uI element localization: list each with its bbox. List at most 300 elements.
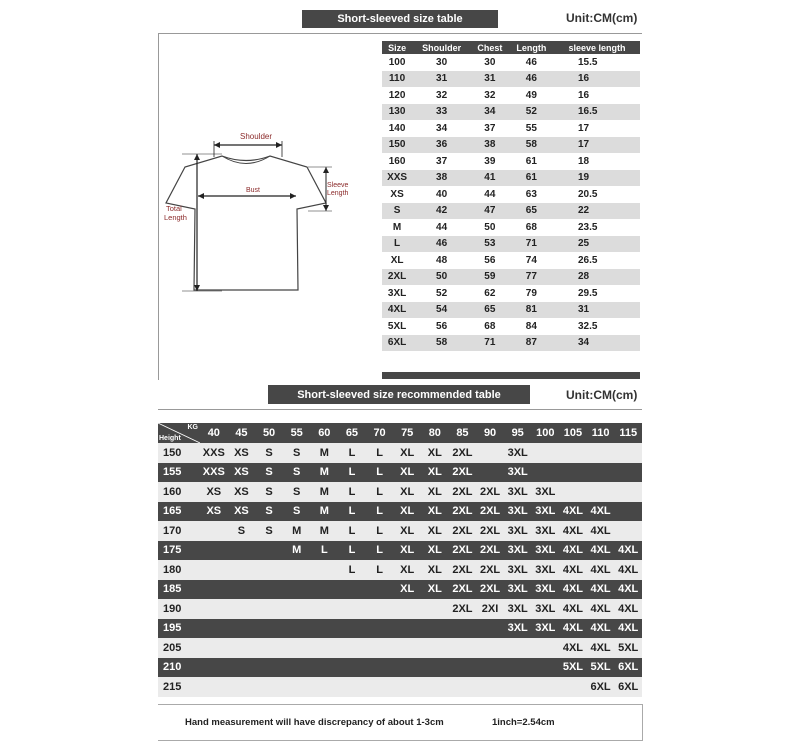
size-cell: 41 [471,170,509,187]
size-cell: 23.5 [554,219,640,236]
size-cell: 25 [554,236,640,253]
recommended-size-cell [587,463,615,483]
recommended-size-cell: XL [393,502,421,522]
recommended-size-cell: L [338,482,366,502]
size-cell: 39 [471,153,509,170]
recommended-size-cell: L [338,443,366,463]
recommended-size-cell [532,658,560,678]
shoulder-label: Shoulder [240,132,273,141]
recommended-size-cell: 2XL [449,463,477,483]
recommended-size-cell: 2XL [476,521,504,541]
recommended-size-cell: XL [421,443,449,463]
recommended-size-cell [393,677,421,697]
size-row [382,170,640,187]
recommended-size-cell: 2XL [476,560,504,580]
size-row [382,318,640,335]
recommended-size-cell [200,599,228,619]
kg-label: KG [187,424,198,431]
recommended-size-cell: 4XL [587,502,615,522]
recommended-size-cell [255,677,283,697]
height-cell: 185 [158,580,200,600]
size-cell: 65 [471,302,509,319]
height-cell: 170 [158,521,200,541]
size-cell: 62 [471,285,509,302]
recommended-size-cell [393,599,421,619]
size-table-unit: Unit:CM(cm) [566,11,638,25]
size-row [382,137,640,154]
height-cell: 160 [158,482,200,502]
recommended-row [158,502,642,522]
height-cell: 205 [158,638,200,658]
size-cell: 32 [471,87,509,104]
recommended-size-cell [311,677,339,697]
recommended-size-cell: S [283,502,311,522]
recommended-size-cell [255,638,283,658]
recommended-size-cell: L [366,560,394,580]
recommended-row [158,560,642,580]
recommended-size-cell: M [311,482,339,502]
recommended-row [158,658,642,678]
size-col-header: Shoulder [412,41,471,54]
recommended-size-cell [476,638,504,658]
recommended-size-cell: 4XL [614,560,642,580]
size-row [382,285,640,302]
size-cell: 50 [412,269,471,286]
recommended-size-cell [532,463,560,483]
size-cell: 49 [509,87,554,104]
recommended-row [158,619,642,639]
size-col-header: Chest [471,41,509,54]
recommended-size-cell: L [311,541,339,561]
size-cell: 68 [471,318,509,335]
recommended-size-cell [200,619,228,639]
recommended-size-cell [200,560,228,580]
recommended-size-cell: XS [228,443,256,463]
size-cell: XXS [382,170,412,187]
size-col-header: Size [382,41,412,54]
recommended-size-cell: 4XL [559,502,587,522]
recommended-size-cell: 2XL [476,541,504,561]
recommended-size-cell [228,541,256,561]
height-cell: 165 [158,502,200,522]
size-col-header: Length [509,41,554,54]
size-cell: 160 [382,153,412,170]
recommended-size-cell: 3XL [532,580,560,600]
size-cell: 63 [509,186,554,203]
recommended-size-cell: 3XL [504,463,532,483]
recommended-size-cell: 3XL [504,580,532,600]
size-cell: 16 [554,87,640,104]
total-length-line1: Total [166,204,182,213]
recommended-size-cell: S [255,521,283,541]
recommended-size-cell [449,658,477,678]
recommended-size-cell [255,580,283,600]
size-cell: 19 [554,170,640,187]
recommended-size-cell [228,560,256,580]
size-cell: 31 [412,71,471,88]
recommended-size-cell [421,677,449,697]
recommended-size-cell: 5XL [587,658,615,678]
recommended-size-cell: 4XL [614,580,642,600]
recommended-size-cell [338,658,366,678]
recommended-row [158,541,642,561]
recommended-size-cell: 2XL [449,482,477,502]
recommended-size-cell [228,580,256,600]
size-row [382,335,640,352]
recommended-row [158,638,642,658]
recommended-size-cell: XL [393,580,421,600]
recommended-size-cell: XL [421,541,449,561]
size-cell: 48 [412,252,471,269]
recommended-size-cell: 4XL [587,580,615,600]
size-cell: 29.5 [554,285,640,302]
weight-header: 75 [393,423,421,443]
recommended-table-body [158,443,642,697]
recommended-size-cell: 3XL [504,619,532,639]
recommended-size-cell [532,443,560,463]
recommended-size-cell: 4XL [559,638,587,658]
weight-header: 115 [614,423,642,443]
recommended-size-cell [311,580,339,600]
recommended-size-cell [421,658,449,678]
recommended-size-cell [228,599,256,619]
header-corner [158,423,200,443]
recommended-size-cell: S [255,463,283,483]
recommended-size-cell: S [283,443,311,463]
recommended-size-cell: 6XL [587,677,615,697]
size-table-footer-bar [382,372,640,379]
recommended-size-cell: XXS [200,443,228,463]
size-cell: 74 [509,252,554,269]
size-cell: 3XL [382,285,412,302]
recommended-size-cell: 4XL [587,521,615,541]
size-cell: 17 [554,120,640,137]
recommended-size-cell: XL [393,482,421,502]
size-cell: 32.5 [554,318,640,335]
weight-header: 45 [228,423,256,443]
recommended-size-cell [504,658,532,678]
weight-header: 80 [421,423,449,443]
recommended-size-cell: M [311,463,339,483]
recommended-size-cell: 2XL [476,580,504,600]
recommended-size-cell [283,580,311,600]
size-cell: 38 [471,137,509,154]
size-cell: 56 [412,318,471,335]
size-cell: 31 [471,71,509,88]
recommended-size-cell: L [366,443,394,463]
size-row [382,219,640,236]
recommended-size-cell: 6XL [614,658,642,678]
recommended-size-cell [366,580,394,600]
recommended-size-cell: M [283,541,311,561]
recommended-size-cell: 4XL [587,541,615,561]
recommended-size-cell [614,521,642,541]
recommended-size-cell: L [366,482,394,502]
weight-header: 55 [283,423,311,443]
recommended-size-cell [338,638,366,658]
recommended-size-cell: XS [228,502,256,522]
recommended-size-cell [559,443,587,463]
recommended-size-cell [200,521,228,541]
weight-header: 100 [532,423,560,443]
recommended-size-cell: XL [393,443,421,463]
weight-header: 40 [200,423,228,443]
recommended-size-cell: 4XL [587,560,615,580]
recommended-size-cell [200,638,228,658]
sleeve-label-line1: Sleeve [327,182,349,189]
recommended-row [158,677,642,697]
recommended-size-cell [614,463,642,483]
recommended-size-cell: XL [421,482,449,502]
recommended-size-cell [283,599,311,619]
size-cell: M [382,219,412,236]
size-cell: 46 [509,54,554,71]
weight-header: 105 [559,423,587,443]
recommended-size-cell [614,502,642,522]
recommended-size-cell [449,619,477,639]
size-row [382,203,640,220]
recommended-size-cell: XL [421,502,449,522]
recommended-size-cell [614,482,642,502]
size-cell: 50 [471,219,509,236]
size-cell: 42 [412,203,471,220]
recommended-size-cell [338,677,366,697]
size-cell: 59 [471,269,509,286]
recommended-table-header [158,423,642,443]
recommended-size-cell [311,599,339,619]
recommended-size-cell [338,580,366,600]
height-cell: 150 [158,443,200,463]
recommended-size-cell: 4XL [559,619,587,639]
height-cell: 155 [158,463,200,483]
total-length-line2: Length [164,213,187,222]
size-cell: 38 [412,170,471,187]
recommended-size-cell [311,658,339,678]
weight-header: 85 [449,423,477,443]
recommended-size-cell [366,638,394,658]
recommended-size-cell [504,638,532,658]
recommended-size-cell: 5XL [614,638,642,658]
recommended-size-cell: L [366,463,394,483]
size-cell: 5XL [382,318,412,335]
recommended-size-cell [614,443,642,463]
recommended-size-cell: 3XL [504,560,532,580]
size-cell: 30 [471,54,509,71]
recommended-size-cell [476,443,504,463]
size-cell: 44 [471,186,509,203]
recommended-size-cell: 4XL [559,580,587,600]
bust-label: Bust [246,187,261,194]
recommended-size-cell [587,482,615,502]
recommended-size-cell: 3XL [504,443,532,463]
size-row [382,252,640,269]
recommended-size-cell [200,541,228,561]
recommended-size-cell: 3XL [532,541,560,561]
recommended-size-cell [504,677,532,697]
top-divider [158,33,642,34]
size-cell: 34 [554,335,640,352]
weight-header: 50 [255,423,283,443]
recommended-divider [158,409,642,410]
recommended-size-cell: XL [421,463,449,483]
recommended-size-cell: L [338,521,366,541]
size-cell: 31 [554,302,640,319]
recommended-size-cell: XS [200,502,228,522]
size-cell: 71 [509,236,554,253]
size-cell: 28 [554,269,640,286]
recommended-size-cell: 3XL [532,560,560,580]
size-cell: 84 [509,318,554,335]
size-cell: 55 [509,120,554,137]
recommended-size-cell: L [366,521,394,541]
size-cell: 54 [412,302,471,319]
size-cell: 46 [412,236,471,253]
size-cell: 61 [509,170,554,187]
size-cell: 58 [412,335,471,352]
recommended-size-cell: S [283,482,311,502]
weight-header: 60 [311,423,339,443]
recommended-size-cell: 4XL [587,599,615,619]
recommended-size-cell [366,599,394,619]
size-cell: 65 [509,203,554,220]
size-cell: 52 [509,104,554,121]
size-cell: 53 [471,236,509,253]
recommended-table-unit: Unit:CM(cm) [566,388,638,402]
recommended-size-cell: XL [393,463,421,483]
size-cell: 81 [509,302,554,319]
recommended-size-cell: 3XL [532,482,560,502]
recommended-size-cell [559,482,587,502]
recommended-row [158,482,642,502]
size-cell: 36 [412,137,471,154]
recommended-size-cell: M [311,502,339,522]
recommended-size-cell: 2XL [449,443,477,463]
size-table-header [382,41,640,54]
size-cell: 87 [509,335,554,352]
size-cell: 100 [382,54,412,71]
size-table-body [382,54,640,351]
recommended-size-cell [366,658,394,678]
recommended-table [158,423,642,697]
recommended-size-cell [283,619,311,639]
conversion-note: 1inch=2.54cm [492,717,555,728]
recommended-size-cell [559,677,587,697]
recommended-size-cell [255,560,283,580]
recommended-size-cell: XL [393,521,421,541]
height-label: Height [159,435,181,442]
size-cell: XL [382,252,412,269]
recommended-size-cell: XS [228,482,256,502]
recommended-size-cell [476,658,504,678]
size-cell: 2XL [382,269,412,286]
sleeve-label-line2: Length [327,190,349,197]
recommended-size-cell [338,599,366,619]
recommended-size-cell [559,463,587,483]
recommended-size-cell [393,658,421,678]
size-cell: 20.5 [554,186,640,203]
recommended-size-cell [228,658,256,678]
size-cell: 110 [382,71,412,88]
size-cell: 34 [412,120,471,137]
recommended-size-cell: 4XL [559,560,587,580]
recommended-size-cell [421,638,449,658]
size-cell: 61 [509,153,554,170]
size-table-title: Short-sleeved size table [302,10,498,28]
recommended-size-cell [255,541,283,561]
recommended-size-cell: XS [200,482,228,502]
recommended-size-cell [421,599,449,619]
size-row [382,104,640,121]
recommended-size-cell: L [338,560,366,580]
size-row [382,302,640,319]
height-cell: 210 [158,658,200,678]
recommended-size-cell: 3XL [504,502,532,522]
recommended-size-cell [393,638,421,658]
recommended-size-cell: S [255,443,283,463]
size-cell: 30 [412,54,471,71]
recommended-size-cell: 2XL [449,521,477,541]
weight-header: 90 [476,423,504,443]
recommended-size-cell: 3XL [504,482,532,502]
recommended-size-cell: L [366,502,394,522]
recommended-size-cell: M [283,521,311,541]
recommended-size-cell [283,677,311,697]
recommended-size-cell: 2XL [449,541,477,561]
size-cell: 47 [471,203,509,220]
recommended-size-cell: L [338,502,366,522]
size-row [382,153,640,170]
size-row [382,54,640,71]
recommended-size-cell [366,619,394,639]
size-cell: 77 [509,269,554,286]
size-row [382,120,640,137]
size-cell: 37 [412,153,471,170]
recommended-size-cell: 5XL [559,658,587,678]
size-row [382,87,640,104]
size-cell: 34 [471,104,509,121]
recommended-size-cell: 3XL [504,521,532,541]
size-cell: 37 [471,120,509,137]
size-table [382,41,640,351]
recommended-size-cell: 2XL [449,580,477,600]
size-cell: 4XL [382,302,412,319]
size-cell: 32 [412,87,471,104]
size-cell: 33 [412,104,471,121]
size-cell: 22 [554,203,640,220]
recommended-size-cell [421,619,449,639]
tshirt-outline [166,156,326,290]
size-cell: 16 [554,71,640,88]
size-cell: 15.5 [554,54,640,71]
recommended-size-cell: 4XL [614,599,642,619]
recommended-size-cell [311,560,339,580]
recommended-row [158,521,642,541]
height-cell: 175 [158,541,200,561]
recommended-size-cell: 3XL [504,599,532,619]
recommended-size-cell: 2XL [449,599,477,619]
recommended-size-cell: 4XL [614,619,642,639]
recommended-size-cell: S [283,463,311,483]
recommended-size-cell [228,619,256,639]
recommended-size-cell: L [338,463,366,483]
tshirt-diagram [160,125,360,300]
size-cell: XS [382,186,412,203]
recommended-size-cell: 3XL [532,619,560,639]
recommended-size-cell [476,619,504,639]
recommended-size-cell [476,463,504,483]
recommended-size-cell: 2XL [449,502,477,522]
recommended-size-cell: 2XI [476,599,504,619]
